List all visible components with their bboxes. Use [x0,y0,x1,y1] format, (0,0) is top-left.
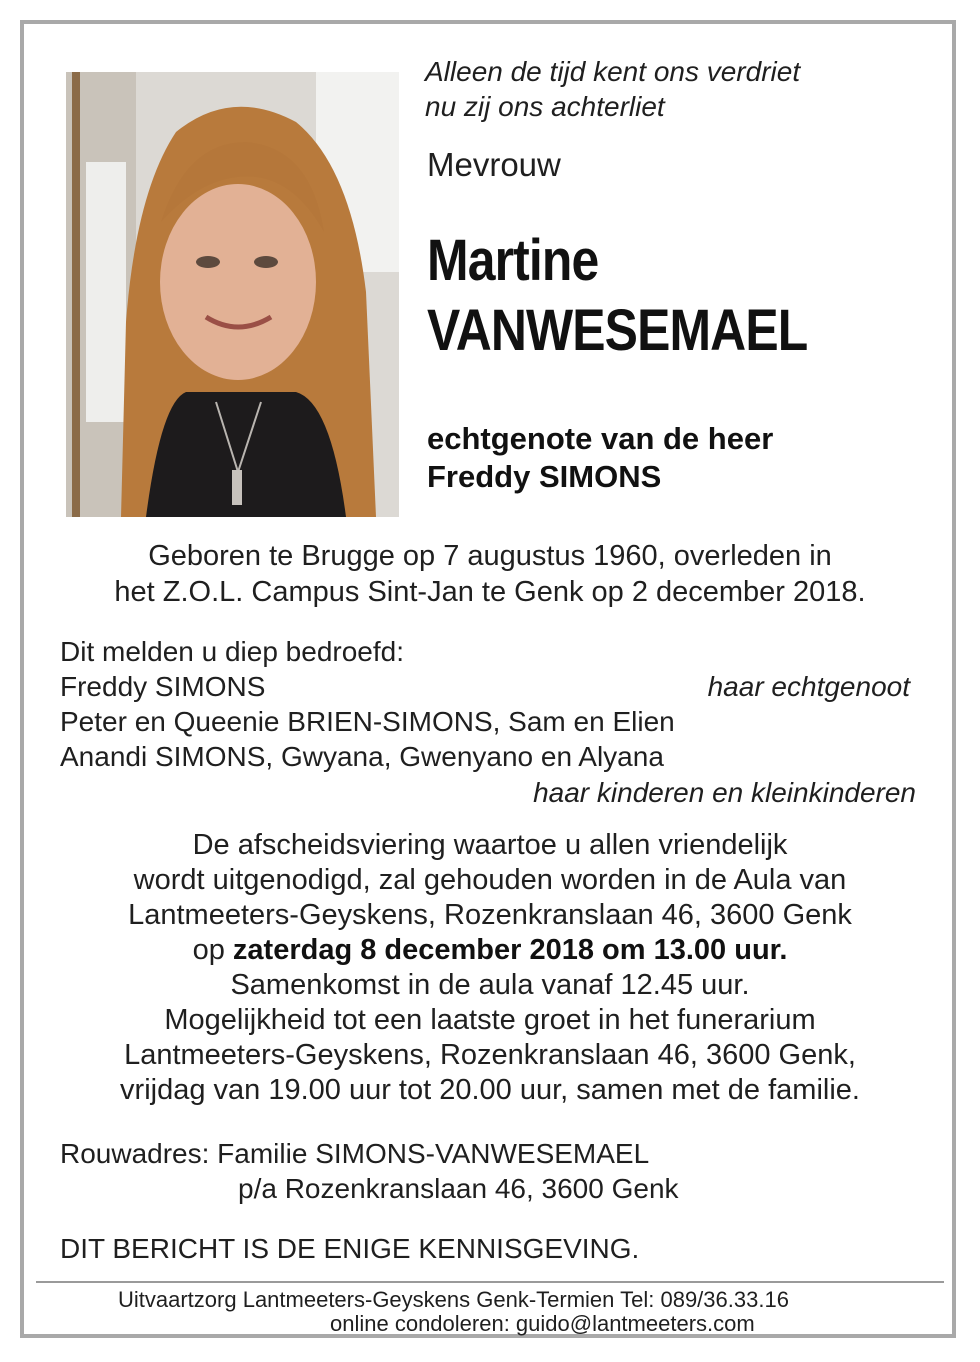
spouse-line: Freddy SIMONS [427,459,662,494]
birth-line: het Z.O.L. Campus Sint-Jan te Genk op 2 december 2018. [114,576,866,608]
portrait-photo [66,72,399,517]
address-line: Rouwadres: Familie SIMONS-VANWESEMAEL [60,1138,650,1169]
date-prefix: op [192,934,225,966]
poem [425,54,800,124]
ceremony-date-line [0,933,980,968]
deceased-name [427,226,807,366]
birth-line: Geboren te Brugge op 7 augustus 1960, overleden in [148,540,832,572]
address-line: p/a Rozenkranslaan 46, 3600 Genk [238,1173,679,1204]
poem-line: Alleen de tijd kent ons verdriet [425,56,801,87]
last-name: VANWESEMAEL [427,298,808,363]
notice: DIT BERICHT IS DE ENIGE KENNISGEVING. [60,1233,640,1264]
ceremony-line: vrijdag van 19.00 uur tot 20.00 uur, samen met de familie. [120,1074,860,1106]
birth-death-info [0,538,980,610]
husband-role: haar echtgenoot [707,671,910,702]
spouse-line: echtgenote van de heer [427,421,774,456]
footer-divider [36,1281,944,1283]
ceremony-date: zaterdag 8 december 2018 om 13.00 uur. [232,934,788,966]
ceremony-info [0,828,980,1108]
first-name: Martine [427,228,599,293]
title: Mevrouw [427,146,561,183]
ceremony-line: Samenkomst in de aula vanaf 12.45 uur. [230,969,750,1001]
footer-line: Uitvaartzorg Lantmeeters-Geyskens Genk-Termien Tel: 089/36.33.16 [118,1287,789,1312]
husband-name: Freddy SIMONS [60,671,266,702]
children-role: haar kinderen en kleinkinderen [533,777,916,808]
spouse-info [427,420,773,496]
ceremony-line: De afscheidsviering waartoe u allen vriendelijk [192,829,788,861]
announce-intro: Dit melden u diep bedroefd: [60,636,404,667]
ceremony-line: Lantmeeters-Geyskens, Rozenkranslaan 46, 3600 Genk, [124,1039,856,1071]
children-line: Peter en Queenie BRIEN-SIMONS, Sam en Elien [60,706,675,737]
poem-line: nu zij ons achterliet [425,91,665,122]
children-line: Anandi SIMONS, Gwyana, Gwenyano en Alyana [60,741,664,772]
ceremony-line: Mogelijkheid tot een laatste groet in het funerarium [164,1004,816,1036]
ceremony-line: Lantmeeters-Geyskens, Rozenkranslaan 46, 3600 Genk [128,899,852,931]
ceremony-line: wordt uitgenodigd, zal gehouden worden in de Aula van [133,864,847,896]
footer-line: online condoleren: guido@lantmeeters.com [330,1311,755,1336]
